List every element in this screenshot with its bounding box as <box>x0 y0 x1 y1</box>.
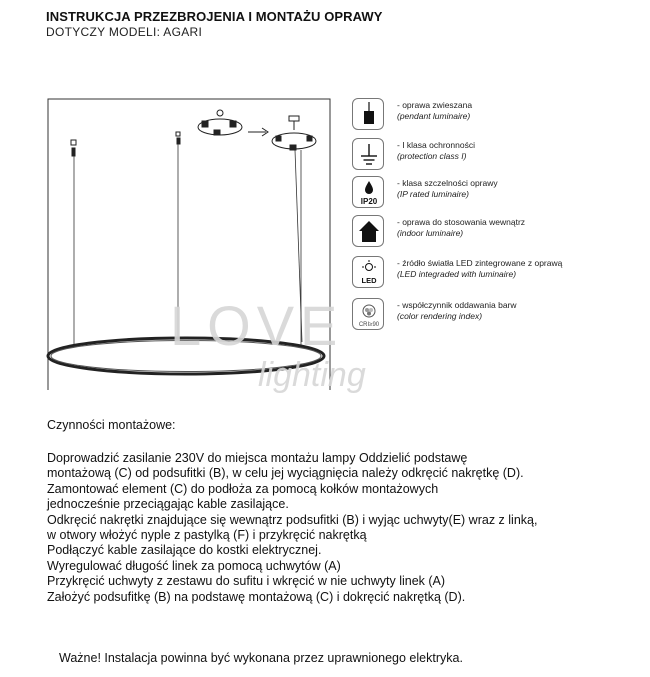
instruction-line: Odkręcić nakrętki znajdujące się wewnątrz podsufitki (B) i wyjąc uchwyty(E) wraz z linką, <box>47 512 538 527</box>
instructions-heading: Czynności montażowe: <box>47 418 176 432</box>
legend-text: - źródło światła LED zintegrowane z oprawą (LED integraded with luminaire) <box>397 258 563 279</box>
canopy-part <box>272 116 316 150</box>
legend-text: - oprawa do stosowania wewnątrz (indoor luminaire) <box>397 217 526 238</box>
svg-text:lighting: lighting <box>258 356 366 394</box>
legend-item-cri <box>352 298 592 332</box>
legend-item-protection-class <box>352 138 592 172</box>
page-title: INSTRUKCJA PRZEZBROJENIA I MONTAŻU OPRAWY <box>46 9 383 24</box>
instruction-line: w otwory włożyć nyple z pastylką (F) i przykręcić nakrętką <box>47 528 367 543</box>
instruction-line: jednocześnie przeciągając kable zasilające. <box>47 497 289 512</box>
legend-item-led <box>352 256 592 290</box>
mounting-base-part <box>198 110 242 135</box>
protection-class-icon <box>352 138 384 170</box>
svg-text:IP20: IP20 <box>360 197 378 206</box>
legend-text: - I klasa ochronności (protection class I) <box>397 140 475 161</box>
instruction-line: Przykręcić uchwyty z zestawu do sufitu i wkręcić w nie uchwyty linek (A) <box>47 574 446 589</box>
suspension-anchor-middle <box>176 132 180 144</box>
legend-item-ip20 <box>352 176 592 210</box>
led-icon <box>352 256 384 288</box>
instructions-list <box>47 451 647 605</box>
instruction-line: Założyć podsufitkę (B) na podstawę montażową (C) i dokręcić nakrętką (D). <box>47 589 466 604</box>
svg-text:LED: LED <box>361 276 377 285</box>
legend-item-indoor <box>352 215 592 249</box>
svg-text:CRI≥90: CRI≥90 <box>358 322 380 328</box>
pendant-icon <box>352 98 384 130</box>
suspension-anchor-left <box>71 140 76 156</box>
safety-warning: Ważne! Instalacja powinna być wykonana przez uprawnionego elektryka. <box>59 651 463 665</box>
watermark <box>170 294 366 394</box>
legend-text: - oprawa zwieszana (pendant luminaire) <box>397 100 473 121</box>
page-subtitle: DOTYCZY MODELI: AGARI <box>46 25 203 39</box>
instruction-line: Doprowadzić zasilanie 230V do miejsca montażu lampy Oddzielić podstawę <box>47 451 468 465</box>
legend-item-pendant <box>352 98 592 132</box>
instruction-line: Wyregulować długość linek za pomocą uchwytów (A) <box>47 558 341 573</box>
assembly-arrow <box>248 128 268 136</box>
instruction-line: Podłączyć kable zasilające do kostki elektrycznej. <box>47 543 322 558</box>
indoor-icon <box>352 215 384 247</box>
instruction-line: montażową (C) od podsufitki (B), w celu jej wyciągnięcia należy odkręcić nakrętkę (D). <box>47 466 524 481</box>
instruction-line: Zamontować element (C) do podłoża za pomocą kołków montażowych <box>47 481 439 496</box>
cri-icon <box>352 298 384 330</box>
legend-text: - współczynnik oddawania barw (color rendering index) <box>397 300 517 321</box>
ip20-icon <box>352 176 384 208</box>
svg-text:LOVE: LOVE <box>170 294 344 357</box>
legend-text: - klasa szczelności oprawy (IP rated luminaire) <box>397 178 498 199</box>
